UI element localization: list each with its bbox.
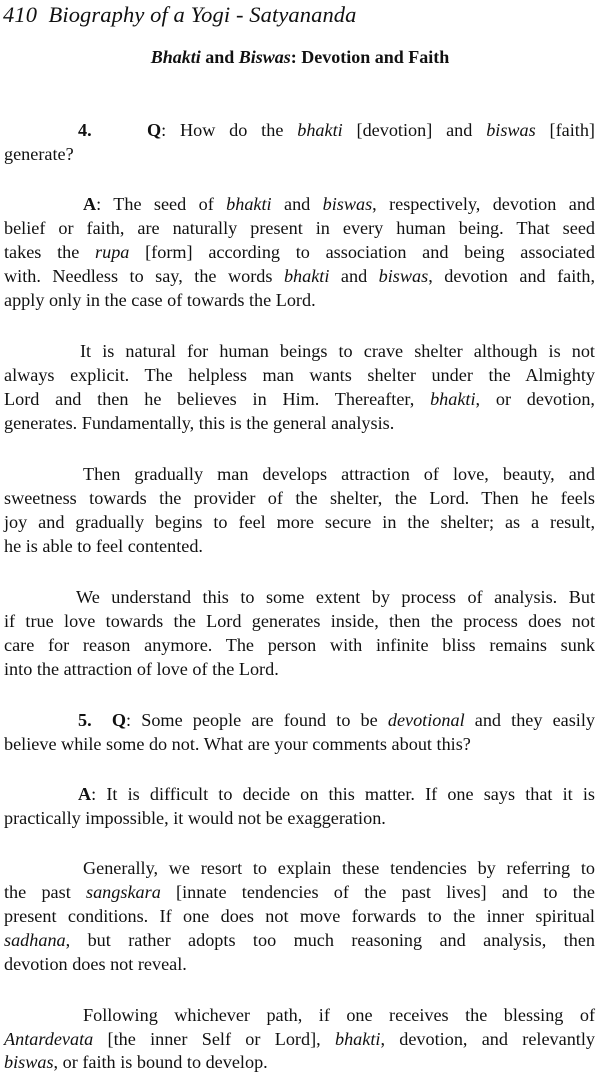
chapter-title: Bhakti and Biswas: Devotion and Faith [150, 47, 450, 67]
question-5-line-2: believe while some do not. What are your comments about this? [4, 734, 471, 754]
paragraph-6-line-1: Following whichever path, if one receives the blessing of [83, 1005, 595, 1025]
page-number: 410 [3, 2, 38, 27]
answer-4-line-1: A: The seed of bhakti and biswas, respectively, devotion and [83, 194, 596, 214]
answer-label: A [78, 784, 92, 804]
question-label: Q [146, 120, 162, 140]
paragraph-3-line-3: joy and gradually begins to feel more secure in the shelter; as a result, [4, 512, 595, 532]
paragraph-2-line-2: always explicit. The helpless man wants shelter under the Almighty [4, 365, 595, 385]
question-number: 5. [78, 710, 92, 730]
answer-4-line-4: with. Needless to say, the words bhakti and biswas, devotion and faith, [4, 266, 595, 286]
paragraph-2-line-1: It is natural for human beings to crave shelter although is not [80, 341, 595, 361]
paragraph-2-line-3: Lord and then he believes in Him. Thereafter, bhakti, or devotion, [4, 389, 595, 409]
answer-5-line-2: practically impossible, it would not be exaggeration. [4, 808, 386, 828]
paragraph-4-line-4: into the attraction of love of the Lord. [4, 659, 279, 679]
question-4-line-1: 4. Q: How do the bhakti [devotion] and biswas [faith] [78, 120, 595, 140]
paragraph-4-line-2: if true love towards the Lord generates inside, then the process does not [4, 611, 595, 631]
answer-label: A [83, 194, 97, 214]
paragraph-5-line-5: devotion does not reveal. [4, 954, 187, 974]
book-title: Biography of a Yogi - Satyananda [48, 2, 357, 27]
answer-5-line-1: A: It is difficult to decide on this matter. If one says that it is [78, 784, 595, 804]
question-5-line-1: 5. Q: Some people are found to be devotional and they easily [78, 710, 595, 730]
paragraph-6-line-2: Antardevata [the inner Self or Lord], bhakti, devotion, and relevantly [4, 1029, 595, 1049]
question-number: 4. [78, 120, 92, 140]
paragraph-3-line-2: sweetness towards the provider of the shelter, the Lord. Then he feels [4, 488, 595, 508]
running-header [3, 2, 357, 28]
paragraph-5-line-1: Generally, we resort to explain these tendencies by referring to [83, 858, 595, 878]
question-4-line-2: generate? [4, 144, 74, 164]
answer-4-line-2: belief or faith, are naturally present in every human being. That seed [4, 218, 595, 238]
question-label: Q [111, 710, 127, 730]
paragraph-6-line-3: biswas, or faith is bound to develop. [4, 1052, 268, 1072]
paragraph-3-line-1: Then gradually man develops attraction of love, beauty, and [83, 464, 595, 484]
paragraph-4-line-1: We understand this to some extent by process of analysis. But [76, 587, 595, 607]
answer-4-line-5: apply only in the case of towards the Lord. [4, 290, 316, 310]
paragraph-5-line-4: sadhana, but rather adopts too much reasoning and analysis, then [4, 930, 595, 950]
paragraph-2-line-4: generates. Fundamentally, this is the general analysis. [4, 413, 395, 433]
paragraph-5-line-2: the past sangskara [innate tendencies of the past lives] and to the [4, 882, 595, 902]
answer-4-line-3: takes the rupa [form] according to association and being associated [4, 242, 595, 262]
paragraph-5-line-3: present conditions. If one does not move forwards to the inner spiritual [4, 906, 595, 926]
paragraph-4-line-3: care for reason anymore. The person with infinite bliss remains sunk [4, 635, 595, 655]
paragraph-3-line-4: he is able to feel contented. [4, 536, 203, 556]
